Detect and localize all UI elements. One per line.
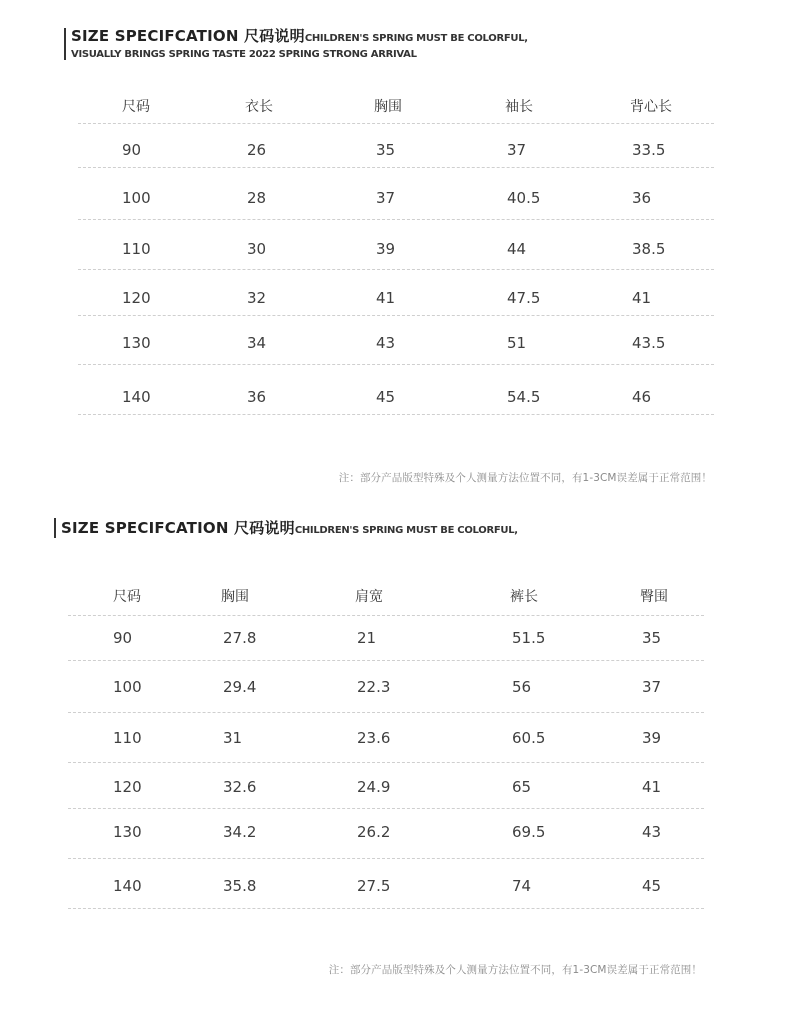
table-cell: 24.9 — [357, 778, 391, 796]
column-header: 背心长 — [630, 99, 672, 115]
column-header: 胸围 — [374, 99, 402, 115]
section1-subline: VISUALLY BRINGS SPRING TASTE 2022 SPRING STRONG ARRIVAL — [71, 49, 417, 60]
row-divider — [68, 762, 704, 763]
column-header: 尺码 — [122, 99, 150, 115]
table-cell: 38.5 — [632, 240, 666, 258]
row-divider — [68, 660, 704, 661]
table-cell: 60.5 — [512, 729, 546, 747]
section2-tagline: CHILDREN'S SPRING MUST BE COLORFUL, — [294, 525, 518, 536]
table-cell: 34.2 — [223, 823, 257, 841]
table-cell: 37 — [642, 678, 662, 696]
table-cell: 31 — [223, 729, 243, 747]
table-cell: 37 — [507, 141, 527, 159]
section1-note: 注：部分产品版型特殊及个人测量方法位置不同，有1-3CM误差属于正常范围！ — [338, 472, 712, 484]
table-cell: 54.5 — [507, 388, 541, 406]
table-cell: 74 — [512, 877, 532, 895]
row-divider — [68, 808, 704, 809]
table-cell: 65 — [512, 778, 532, 796]
table-cell: 51 — [507, 334, 527, 352]
table-cell: 140 — [113, 877, 142, 895]
table-cell: 35.8 — [223, 877, 257, 895]
table-cell: 46 — [632, 388, 652, 406]
table-cell: 43 — [376, 334, 396, 352]
row-divider — [78, 269, 714, 270]
column-header: 胸围 — [221, 589, 249, 605]
table-cell: 130 — [122, 334, 151, 352]
row-divider — [68, 858, 704, 859]
table-cell: 29.4 — [223, 678, 257, 696]
table-cell: 130 — [113, 823, 142, 841]
row-divider — [78, 414, 714, 415]
row-divider — [68, 615, 704, 616]
table-cell: 27.5 — [357, 877, 391, 895]
section1-title: SIZE SPECIFCATION 尺码说明 — [71, 27, 305, 45]
table-cell: 28 — [247, 189, 267, 207]
section1-header — [64, 28, 528, 60]
table-cell: 90 — [122, 141, 142, 159]
column-header: 袖长 — [505, 99, 533, 115]
table-cell: 33.5 — [632, 141, 666, 159]
table-cell: 39 — [376, 240, 396, 258]
table-cell: 110 — [122, 240, 151, 258]
row-divider — [68, 908, 704, 909]
table-cell: 51.5 — [512, 629, 546, 647]
table-cell: 41 — [376, 289, 396, 307]
row-divider — [68, 712, 704, 713]
table-cell: 26.2 — [357, 823, 391, 841]
row-divider — [78, 219, 714, 220]
table-cell: 35 — [376, 141, 396, 159]
column-header: 肩宽 — [355, 589, 383, 605]
row-divider — [78, 123, 714, 124]
section2-title: SIZE SPECIFCATION 尺码说明 — [61, 519, 295, 537]
table-cell: 35 — [642, 629, 662, 647]
table-cell: 100 — [113, 678, 142, 696]
row-divider — [78, 167, 714, 168]
table-cell: 36 — [632, 189, 652, 207]
table-cell: 45 — [642, 877, 662, 895]
table-cell: 39 — [642, 729, 662, 747]
table-cell: 37 — [376, 189, 396, 207]
row-divider — [78, 315, 714, 316]
table-cell: 22.3 — [357, 678, 391, 696]
column-header: 衣长 — [245, 99, 273, 115]
table-cell: 21 — [357, 629, 377, 647]
table-cell: 43 — [642, 823, 662, 841]
row-divider — [78, 364, 714, 365]
table-cell: 120 — [113, 778, 142, 796]
table-cell: 34 — [247, 334, 267, 352]
table-cell: 44 — [507, 240, 527, 258]
table-cell: 30 — [247, 240, 267, 258]
table-cell: 32.6 — [223, 778, 257, 796]
table-cell: 90 — [113, 629, 133, 647]
table-cell: 47.5 — [507, 289, 541, 307]
table-cell: 140 — [122, 388, 151, 406]
table-cell: 56 — [512, 678, 532, 696]
section2-note: 注：部分产品版型特殊及个人测量方法位置不同，有1-3CM误差属于正常范围！ — [328, 964, 702, 976]
column-header: 裤长 — [510, 589, 538, 605]
table-cell: 32 — [247, 289, 267, 307]
section2-header — [54, 518, 518, 538]
table-cell: 43.5 — [632, 334, 666, 352]
table-cell: 41 — [632, 289, 652, 307]
column-header: 尺码 — [113, 589, 141, 605]
table-cell: 27.8 — [223, 629, 257, 647]
column-header: 臀围 — [640, 589, 668, 605]
table-cell: 40.5 — [507, 189, 541, 207]
table-cell: 45 — [376, 388, 396, 406]
section1-tagline: CHILDREN'S SPRING MUST BE COLORFUL, — [304, 33, 528, 44]
table-cell: 100 — [122, 189, 151, 207]
table-cell: 69.5 — [512, 823, 546, 841]
table-cell: 26 — [247, 141, 267, 159]
table-cell: 110 — [113, 729, 142, 747]
table-cell: 120 — [122, 289, 151, 307]
table-cell: 41 — [642, 778, 662, 796]
table-cell: 36 — [247, 388, 267, 406]
table-cell: 23.6 — [357, 729, 391, 747]
